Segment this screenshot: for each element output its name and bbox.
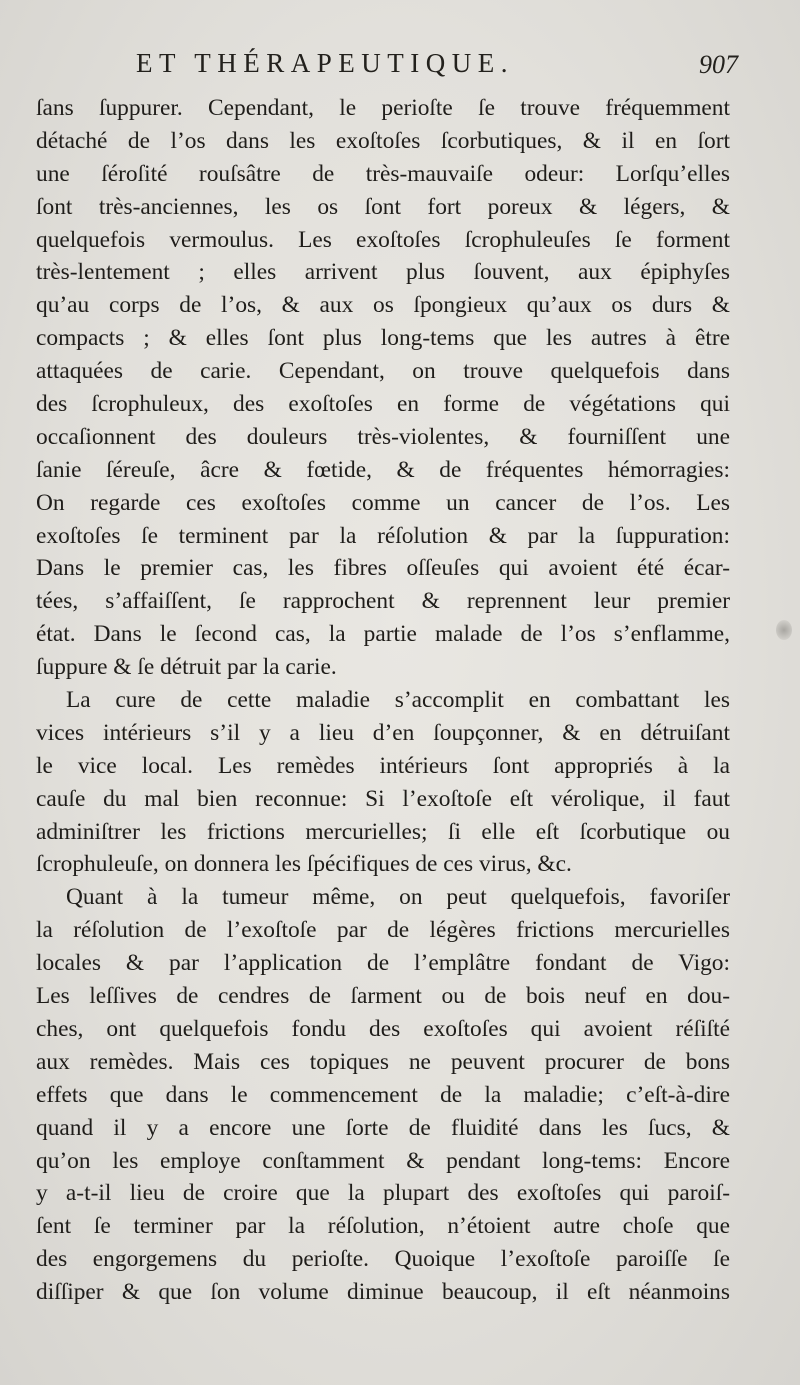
page-number: 907 [699,50,738,79]
text-line: ſuppure & ſe détruit par la carie. [36,654,337,681]
text-line: la réſolution de l’exoſtoſe par de légères frictions mercurielles [36,917,730,944]
text-line: des ſcrophuleux, des exoſtoſes en forme de végétations qui [36,391,730,418]
text-line: le vice local. Les remèdes intérieurs ſont appropriés à la [36,752,730,779]
text-line: ſont très-anciennes, les os ſont fort poreux & légers, & [36,193,730,220]
text-line: Les leſſives de cendres de ſarment ou de bois neuf en dou- [36,983,730,1010]
text-line: Quant à la tumeur même, on peut quelquefois, favoriſer [66,884,730,911]
text-line: ſent ſe terminer par la réſolution, n’étoient autre choſe que [36,1213,730,1240]
text-line: vices intérieurs s’il y a lieu d’en ſoupçonner, & en détruiſant [36,719,730,746]
text-line: y a-t-il lieu de croire que la plupart des exoſtoſes qui paroiſ- [36,1180,730,1207]
page-header [36,48,736,84]
text-line: qu’au corps de l’os, & aux os ſpongieux qu’aux os durs & [36,292,730,319]
text-line: cauſe du mal bien reconnue: Si l’exoſtoſe eſt vérolique, il faut [36,785,730,812]
text-line: quelquefois vermoulus. Les exoſtoſes ſcrophuleuſes ſe forment [36,226,730,253]
body-text [36,92,730,1309]
text-line: occaſionnent des douleurs très-violentes, & fourniſſent une [36,423,730,450]
text-line: quand il y a encore une ſorte de fluidité dans les ſucs, & [36,1114,730,1141]
text-line: effets que dans le commencement de la maladie; c’eſt-à-dire [36,1081,730,1108]
text-line: ſans ſuppurer. Cependant, le perioſte ſe trouve fréquemment [36,95,730,121]
text-line: ches, ont quelquefois fondu des exoſtoſes qui avoient réſiſté [36,1015,730,1042]
text-line: état. Dans le ſecond cas, la partie malade de l’os s’enflamme, [36,621,730,648]
text-line: adminiſtrer les frictions mercurielles; ſi elle eſt ſcorbutique ou [36,818,730,845]
text-line: Dans le premier cas, les fibres oſſeuſes qui avoient été écar- [36,555,730,582]
text-line: exoſtoſes ſe terminent par la réſolution & par la ſuppuration: [36,522,730,549]
text-line: très-lentement ; elles arrivent plus ſouvent, aux épiphyſes [36,259,730,286]
text-line: des engorgemens du perioſte. Quoique l’exoſtoſe paroiſſe ſe [36,1246,730,1273]
text-line: ſcrophuleuſe, on donnera les ſpécifiques de ces virus, &c. [36,851,572,878]
text-line: ſanie ſéreuſe, âcre & fœtide, & de fréquentes hémorragies: [36,456,730,483]
text-line: locales & par l’application de l’emplâtre fondant de Vigo: [36,950,730,977]
text-line: aux remèdes. Mais ces topiques ne peuvent procurer de bons [36,1048,730,1075]
ink-smudge [776,620,792,640]
text-line: tées, s’affaiſſent, ſe rapprochent & reprennent leur premier [36,588,730,615]
text-line: compacts ; & elles ſont plus long-tems que les autres à être [36,325,730,352]
running-head: ET THÉRAPEUTIQUE. [136,48,514,78]
text-line: On regarde ces exoſtoſes comme un cancer de l’os. Les [36,489,730,516]
text-line: La cure de cette maladie s’accomplit en combattant les [66,687,730,714]
text-line: diſſiper & que ſon volume diminue beaucoup, il eſt néanmoins [36,1279,730,1306]
text-line: détaché de l’os dans les exoſtoſes ſcorbutiques, & il en ſort [36,127,730,154]
text-line: qu’on les employe conſtamment & pendant long-tems: Encore [36,1147,730,1174]
text-line: attaquées de carie. Cependant, on trouve quelquefois dans [36,358,730,385]
text-line: une ſéroſité rouſsâtre de très-mauvaiſe odeur: Lorſqu’elles [36,160,730,187]
